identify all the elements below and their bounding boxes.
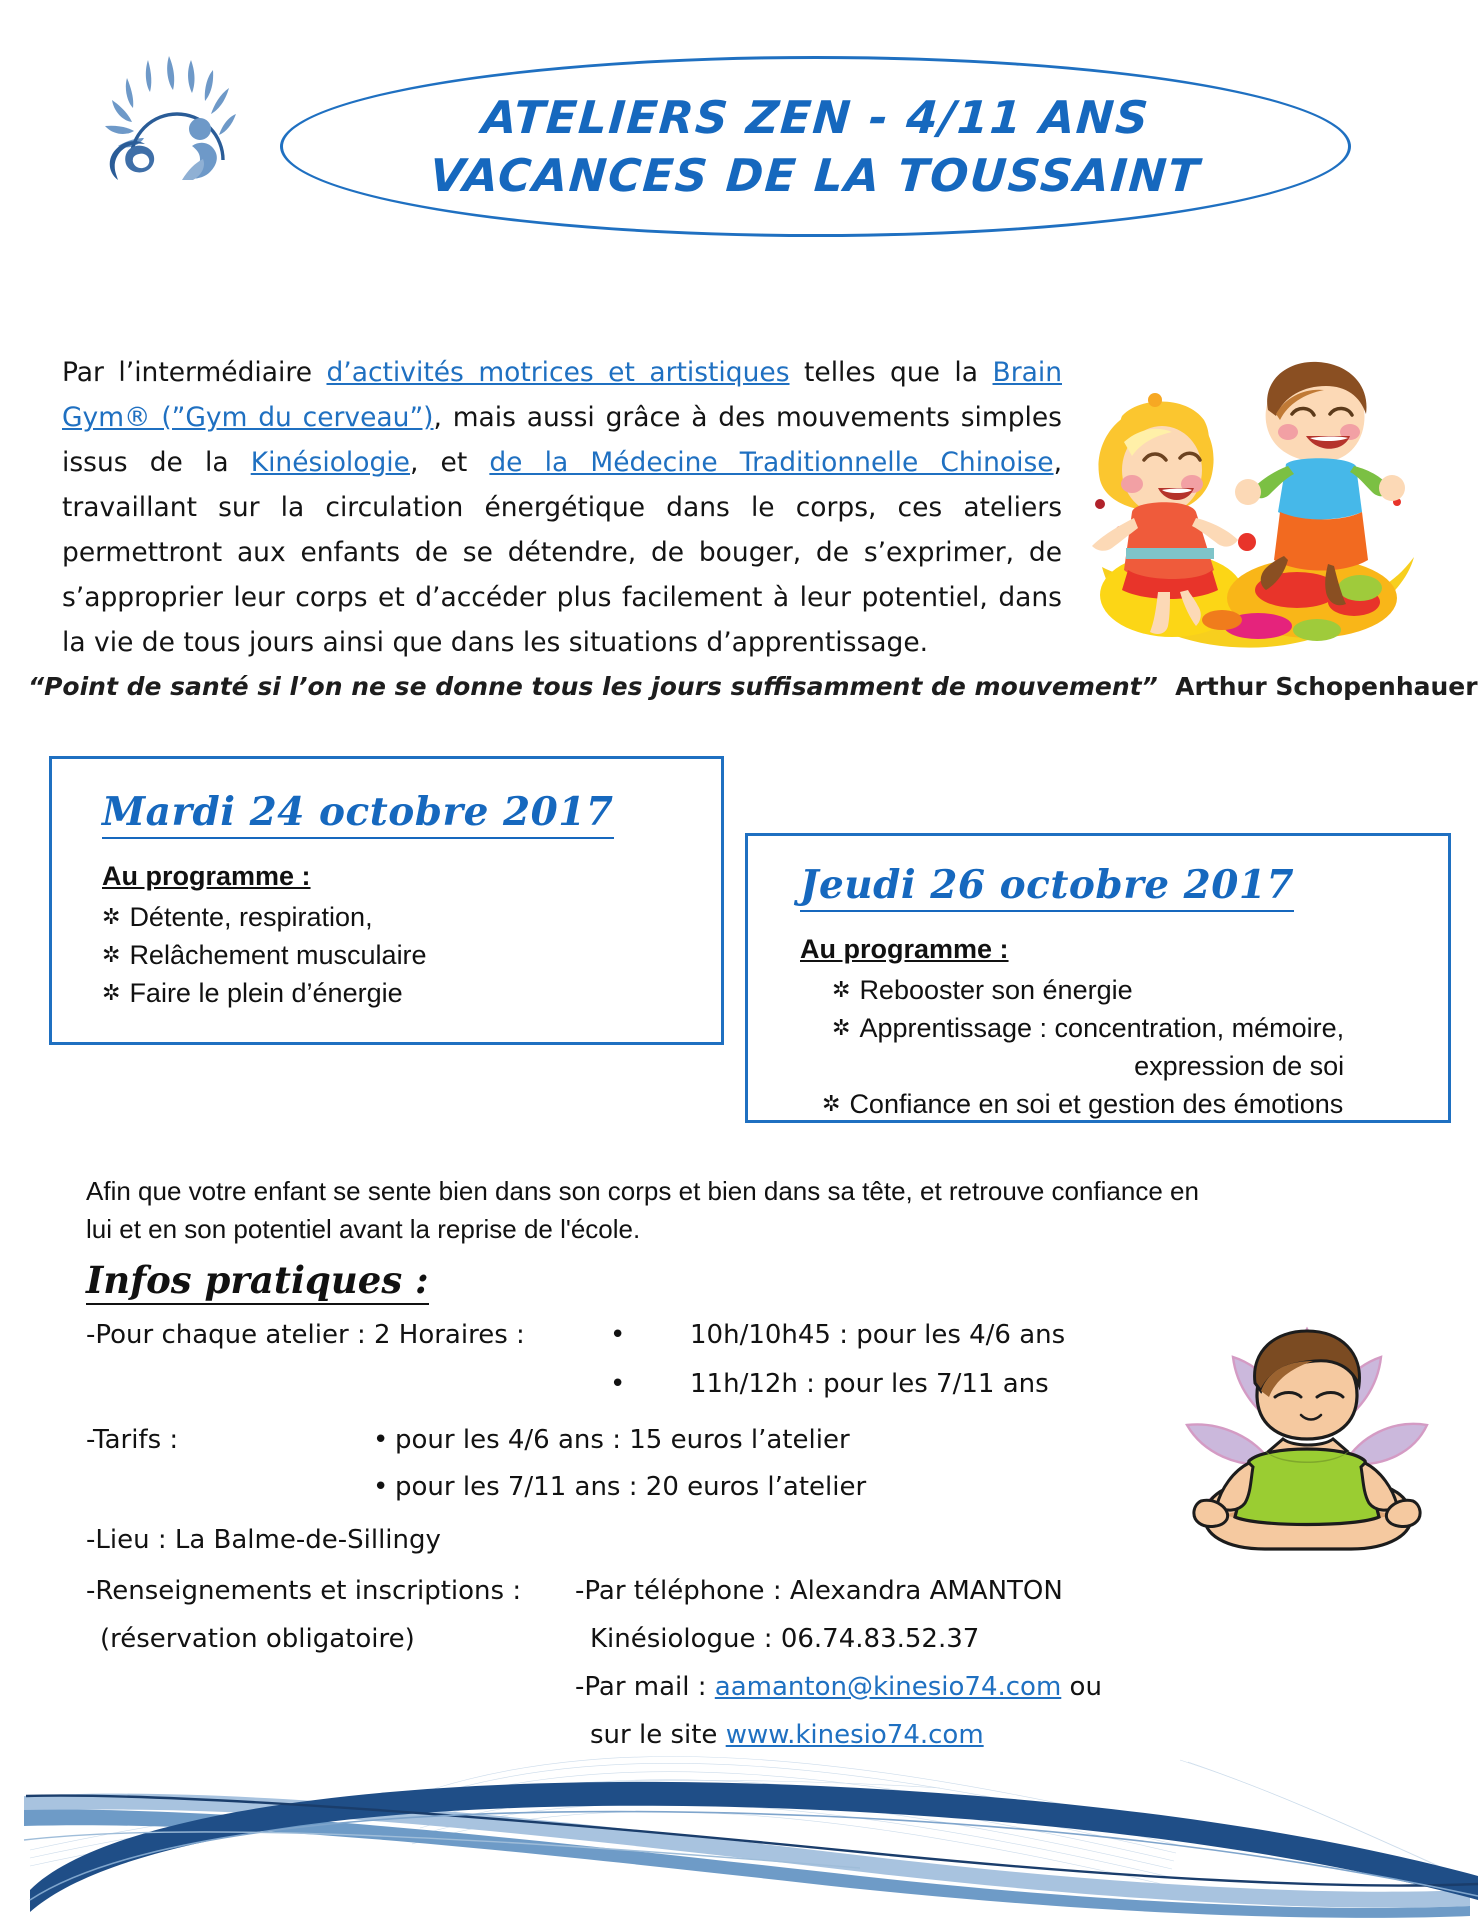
link-kinesiologie[interactable]: Kinésiologie xyxy=(250,447,410,478)
list-item xyxy=(102,936,721,974)
mail-suffix: ou xyxy=(1061,1672,1102,1702)
programme-item-continuation: expression de soi xyxy=(1134,1051,1345,1081)
sun-person-logo-icon xyxy=(96,52,266,182)
header-banner xyxy=(0,0,1483,270)
programme-item-text: Confiance en soi et gestion des émotions xyxy=(849,1089,1344,1119)
day-box-mardi xyxy=(49,756,724,1045)
programme-label-mardi: Au programme : xyxy=(102,861,311,891)
list-item xyxy=(800,971,1448,1009)
mail-line xyxy=(575,1672,1102,1702)
email-link[interactable]: aamanton@kinesio74.com xyxy=(714,1672,1062,1702)
sun-bullet-icon: ✲ xyxy=(832,1015,851,1040)
sun-bullet-icon: ✲ xyxy=(832,977,851,1002)
programme-list-mardi xyxy=(102,898,721,1012)
intro-seg-1: Par l’intermédiaire xyxy=(62,357,327,388)
title-oval xyxy=(280,56,1351,237)
programme-item-text: Détente, respiration, xyxy=(129,902,373,932)
programme-item-text: Rebooster son énergie xyxy=(859,975,1133,1005)
programme-label-jeudi: Au programme : xyxy=(800,934,1009,964)
site-prefix: sur le site xyxy=(590,1720,726,1750)
sun-bullet-icon: ✲ xyxy=(822,1091,841,1116)
tarif-bullet-1: • xyxy=(373,1425,389,1455)
jumping-children-illustration xyxy=(1062,352,1434,652)
list-item xyxy=(800,1009,1448,1085)
link-medecine-chinoise[interactable]: de la Médecine Traditionnelle Chinoise xyxy=(489,447,1054,478)
closing-line-2: lui et en son potentiel avant la reprise de l'école. xyxy=(86,1214,641,1244)
title-line-1: ATELIERS ZEN - 4/11 ANS xyxy=(480,90,1152,144)
tarif-item-2: pour les 7/11 ans : 20 euros l’atelier xyxy=(395,1472,867,1502)
tarif-item-1: pour les 4/6 ans : 15 euros l’atelier xyxy=(395,1425,850,1455)
quote-line xyxy=(28,672,1478,701)
intro-paragraph xyxy=(62,350,1062,665)
horaire-item-1: 10h/10h45 : pour les 4/6 ans xyxy=(690,1320,1066,1350)
mail-prefix: -Par mail : xyxy=(575,1672,715,1702)
title-line-2: VACANCES DE LA TOUSSAINT xyxy=(428,148,1203,202)
programme-item-text: Apprentissage : concentration, mémoire, xyxy=(859,1013,1345,1043)
closing-paragraph xyxy=(86,1172,1276,1248)
tarifs-label: -Tarifs : xyxy=(86,1425,179,1455)
list-item xyxy=(102,974,721,1012)
list-item xyxy=(800,1085,1448,1123)
horaire-bullet-1: • xyxy=(610,1320,626,1350)
telephone-line: -Par téléphone : Alexandra AMANTON xyxy=(575,1576,1063,1606)
day-date-mardi: Mardi 24 octobre 2017 xyxy=(102,789,614,839)
reservation-note: (réservation obligatoire) xyxy=(100,1624,415,1654)
list-item xyxy=(102,898,721,936)
day-box-jeudi xyxy=(745,833,1451,1123)
sun-bullet-icon: ✲ xyxy=(102,904,121,929)
programme-item-text: Faire le plein d’énergie xyxy=(129,978,403,1008)
renseignements-label: -Renseignements et inscriptions : xyxy=(86,1576,522,1606)
meditating-child-lotus-illustration xyxy=(1165,1305,1450,1600)
tarif-bullet-2: • xyxy=(373,1472,389,1502)
quote-author: Arthur Schopenhauer xyxy=(1175,672,1478,701)
footer-wave-decoration xyxy=(0,1700,1483,1920)
closing-line-1: Afin que votre enfant se sente bien dans son corps et bien dans sa tête, et retrouve confiance en xyxy=(86,1176,1199,1206)
link-activites-motrices[interactable]: d’activités motrices et artistiques xyxy=(326,357,790,388)
lieu-line: -Lieu : La Balme-de-Sillingy xyxy=(86,1525,441,1555)
horaires-label: -Pour chaque atelier : 2 Horaires : xyxy=(86,1320,525,1350)
programme-list-jeudi xyxy=(800,971,1448,1123)
sun-bullet-icon: ✲ xyxy=(102,980,121,1005)
website-link[interactable]: www.kinesio74.com xyxy=(725,1720,984,1750)
intro-seg-2: telles que la xyxy=(789,357,993,388)
horaire-item-2: 11h/12h : pour les 7/11 ans xyxy=(690,1369,1049,1399)
horaire-bullet-2: • xyxy=(610,1369,626,1399)
day-date-jeudi: Jeudi 26 octobre 2017 xyxy=(800,862,1294,912)
sun-bullet-icon: ✲ xyxy=(102,942,121,967)
quote-text: “Point de santé si l’on ne se donne tous les jours suffisamment de mouvement” xyxy=(28,672,1158,701)
link-brain-gym[interactable]: Brain Gym® (”Gym du cerveau”) xyxy=(62,357,1062,433)
programme-item-text: Relâchement musculaire xyxy=(129,940,427,970)
intro-seg-5: , travaillant sur la circulation énergétique dans le corps, ces ateliers permettront aux enfants de se détendre, de bouger, de s’exprimer, de s’approprier leur corps et d’accéder plus facilement à leur potentiel, dans la vie de tous jours ainsi que dans les situations d’apprentissage. xyxy=(62,447,1062,658)
kinesiologue-line: Kinésiologue : 06.74.83.52.37 xyxy=(590,1624,980,1654)
intro-seg-4: , et xyxy=(409,447,490,478)
infos-pratiques-title: Infos pratiques : xyxy=(86,1258,429,1305)
intro-seg-3: , mais aussi grâce à des mouvements simples issus de la xyxy=(62,402,1062,478)
